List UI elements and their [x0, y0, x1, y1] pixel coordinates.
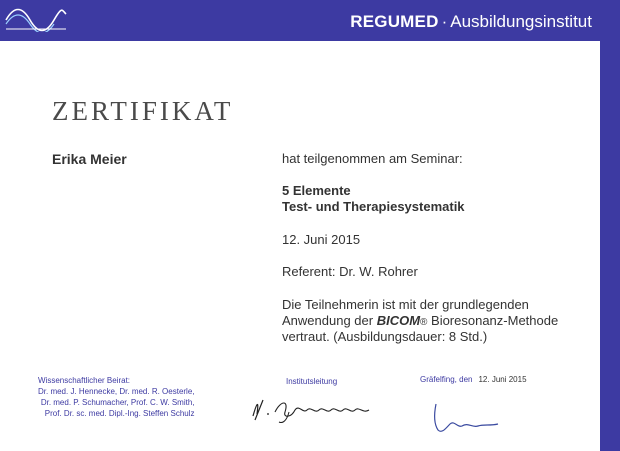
seminar-title-line1: 5 Elemente	[282, 183, 351, 198]
board-line: Prof. Dr. sc. med. Dipl.-Ing. Steffen Schulz	[44, 409, 195, 418]
board-line: Dr. med. P. Schumacher, Prof. C. W. Smith,	[40, 398, 195, 407]
brand-dot: ·	[441, 12, 448, 31]
institute-management-label: Institutsleitung	[286, 377, 338, 386]
description-line1: Die Teilnehmerin ist mit der grundlegenden	[282, 297, 529, 312]
brand-bold: REGUMED	[350, 12, 439, 31]
description-line3: vertraut. (Ausbildungsdauer: 8 Std.)	[282, 329, 488, 344]
participant-name: Erika Meier	[52, 151, 127, 167]
management-signature-icon	[245, 392, 385, 426]
intro-text: hat teilgenommen am Seminar:	[282, 151, 463, 166]
description-line2	[282, 313, 558, 328]
seminar-date: 12. Juni 2015	[282, 232, 361, 247]
sign-date: 12. Juni 2015	[478, 375, 527, 384]
place-date	[420, 375, 527, 384]
description-line2-post: Bioresonanz-Methode	[427, 313, 559, 328]
scientific-board	[38, 375, 195, 419]
registered-mark: ®	[420, 317, 428, 328]
bicom-brand: BICOM	[376, 313, 421, 328]
referent: Referent: Dr. W. Rohrer	[282, 264, 418, 279]
description-line2-pre: Anwendung der	[282, 313, 377, 328]
certificate-title: ZERTIFIKAT	[52, 96, 234, 126]
brand-name	[350, 12, 592, 32]
regumed-wave-logo-icon	[4, 4, 68, 32]
board-line: Dr. med. J. Hennecke, Dr. med. R. Oesterle,	[38, 387, 195, 396]
place-label: Gräfelfing, den	[420, 375, 473, 384]
right-band	[600, 0, 620, 451]
seminar-title-line2: Test- und Therapiesystematik	[282, 199, 465, 214]
brand-rest: Ausbildungsinstitut	[450, 12, 592, 31]
board-title: Wissenschaftlicher Beirat:	[38, 376, 131, 385]
signature-icon	[428, 398, 508, 436]
